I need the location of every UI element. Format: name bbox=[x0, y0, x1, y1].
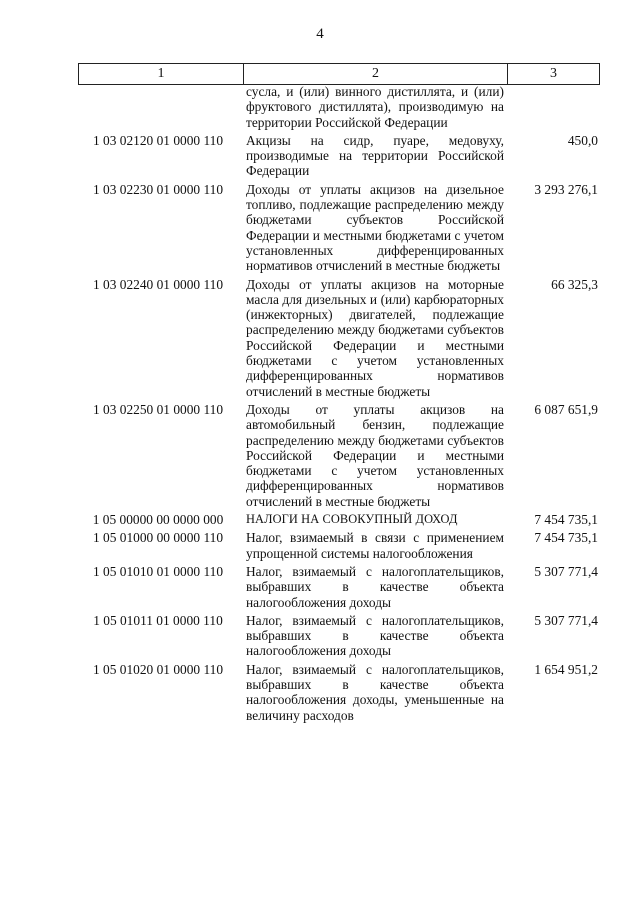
row-name: Доходы от уплаты акцизов на дизельное топливо, подлежащие распределению между бюджетами субъектов Российской Федерации и местными бюджетами с учетом установленных дифференцированных нормативов отчислений в местные бюджеты bbox=[246, 181, 504, 274]
row-code: 1 05 01020 01 0000 110 bbox=[92, 661, 224, 677]
table-row bbox=[78, 182, 600, 274]
row-name: Налог, взимаемый с налогоплательщиков, выбравших в качестве объекта налогообложения доходы bbox=[246, 563, 504, 610]
page-number: 4 bbox=[316, 26, 324, 42]
row-code: 1 05 01010 01 0000 110 bbox=[92, 563, 224, 579]
row-value: 1 654 951,2 bbox=[534, 661, 598, 677]
row-value: 3 293 276,1 bbox=[534, 181, 598, 197]
table-row bbox=[78, 133, 600, 179]
row-name: Доходы от уплаты акцизов на автомобильный бензин, подлежащие распределению между бюджетами субъектов Российской Федерации и местными бюджетами с учетом установленных дифференцированных нормативов отчислений в местные бюджеты bbox=[246, 401, 504, 509]
table-row bbox=[78, 84, 600, 130]
row-value bbox=[504, 84, 600, 130]
row-name: сусла, и (или) винного дистиллята, и (или) фруктового дистиллята), производимую на территории Российской Федерации bbox=[246, 84, 504, 130]
table-row bbox=[78, 564, 600, 610]
row-name: НАЛОГИ НА СОВОКУПНЫЙ ДОХОД bbox=[246, 512, 458, 527]
row-name: Налог, взимаемый с налогоплательщиков, выбравших в качестве объекта налогообложения доходы, уменьшенные на величину расходов bbox=[246, 661, 504, 723]
row-code: 1 03 02240 01 0000 110 bbox=[92, 276, 224, 292]
row-name: Акцизы на сидр, пуаре, медовуху, производимые на территории Российской Федерации bbox=[246, 132, 504, 179]
row-code: 1 03 02120 01 0000 110 bbox=[92, 132, 224, 148]
table-row bbox=[78, 530, 600, 561]
row-code: 1 03 02250 01 0000 110 bbox=[92, 401, 224, 417]
row-name: Налог, взимаемый с налогоплательщиков, выбравших в качестве объекта налогообложения доходы bbox=[246, 612, 504, 659]
row-code: 1 05 00000 00 0000 000 bbox=[92, 512, 224, 528]
table-row bbox=[78, 402, 600, 509]
row-value: 450,0 bbox=[567, 132, 598, 148]
row-value: 5 307 771,4 bbox=[534, 612, 598, 628]
row-code: 1 03 02230 01 0000 110 bbox=[92, 181, 224, 197]
table-row bbox=[78, 512, 600, 527]
table-row bbox=[78, 277, 600, 399]
row-value: 6 087 651,9 bbox=[534, 401, 598, 417]
row-value: 5 307 771,4 bbox=[534, 563, 598, 579]
row-code bbox=[78, 84, 242, 130]
row-name: Доходы от уплаты акцизов на моторные масла для дизельных и (или) карбюраторных (инжекторных) двигателей, подлежащие распределению между бюджетами субъектов Российской Федерации и местными бюджетами с учетом установленных дифференцированных нормативов отчислений в местные бюджеты bbox=[246, 276, 504, 399]
row-value: 66 325,3 bbox=[551, 276, 598, 292]
row-name: Налог, взимаемый в связи с применением упрощенной системы налогообложения bbox=[246, 530, 504, 561]
column-header-2: 2 bbox=[243, 64, 507, 84]
table-row bbox=[78, 613, 600, 659]
row-code: 1 05 01011 01 0000 110 bbox=[93, 612, 223, 628]
column-header-1: 1 bbox=[157, 66, 165, 81]
table-body bbox=[78, 84, 600, 726]
table-row bbox=[78, 662, 600, 723]
column-header-3: 3 bbox=[507, 64, 599, 84]
table-header bbox=[78, 63, 600, 85]
row-value: 7 454 735,1 bbox=[534, 512, 598, 528]
row-code: 1 05 01000 00 0000 110 bbox=[92, 530, 224, 546]
row-value: 7 454 735,1 bbox=[534, 530, 598, 546]
